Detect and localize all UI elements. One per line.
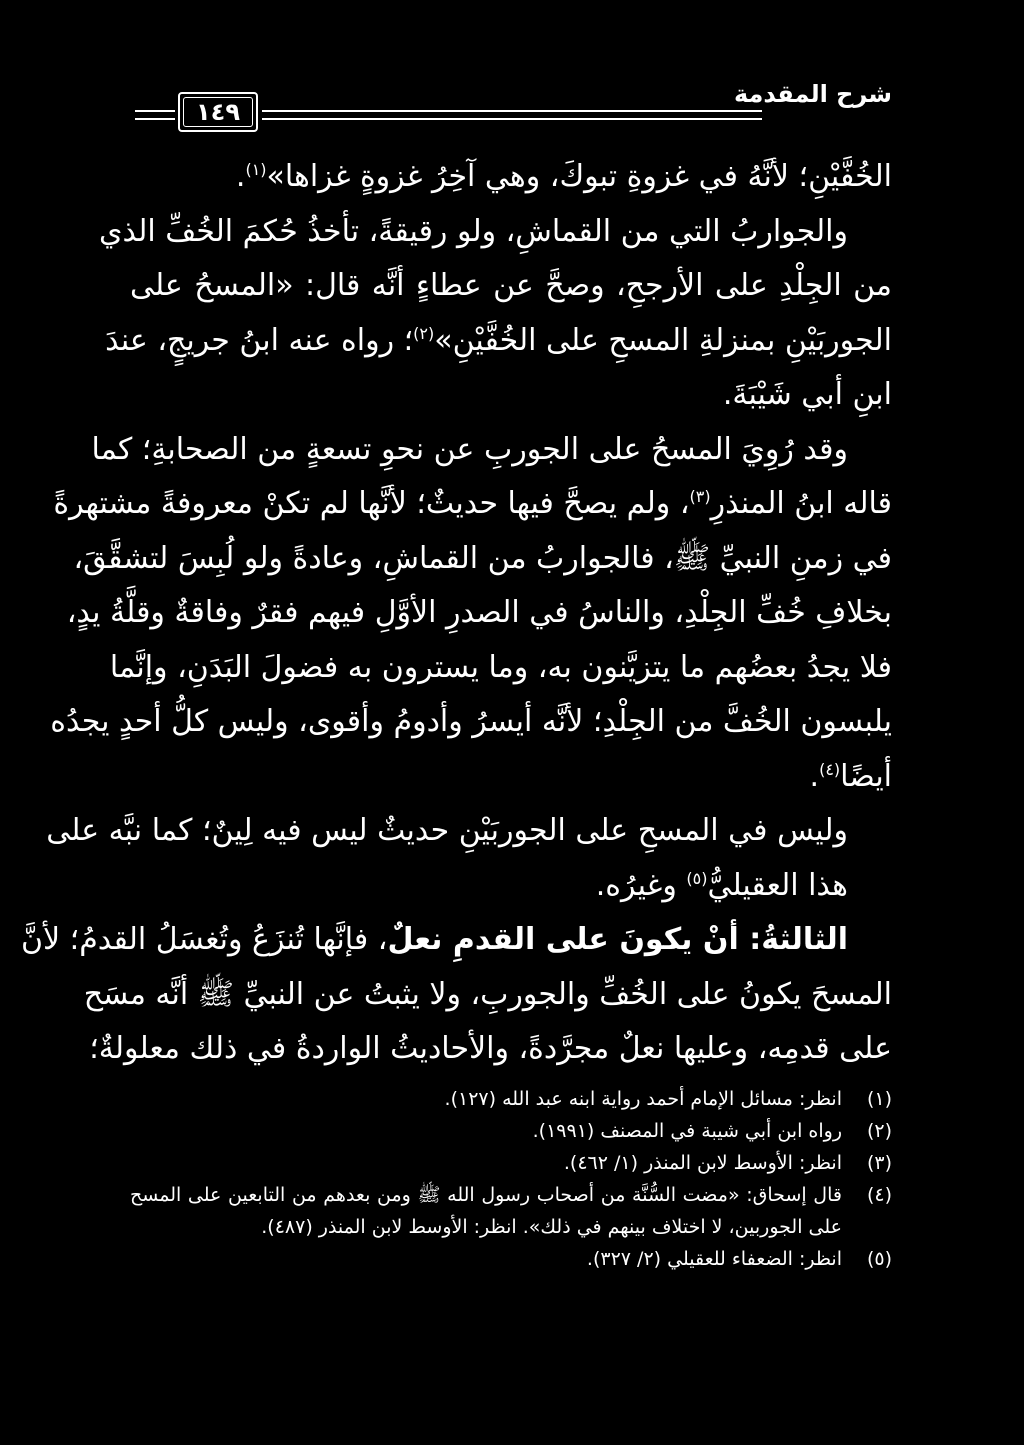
footnote-ref: (٤) [819,759,841,779]
text-line: على قدمِه، وعليها نعلٌ مجرَّدةً، والأحاديثُ الواردةُ في ذلك معلولةٌ؛ [89,1031,892,1066]
text-line-heading: الثالثةُ: أنْ يكونَ على القدمِ نعلٌ، فإنَّها تُنزَعُ وتُغسَلُ القدمُ؛ لأنَّ [21,922,848,957]
text-line: أيضًا$^{(٤)}$. [809,758,892,794]
main-text [21,150,892,1077]
footnote-number: (٥) [866,1248,892,1270]
footnote-ref: (٥) [686,868,708,888]
footnote [130,1115,892,1147]
footnote-number: (٤) [866,1184,892,1206]
text-line: الخُفَّيْنِ؛ لأنَّهُ في غزوةِ تبوكَ، وهي آخِرُ غزوةٍ غزاها»$^{(١)}$. [235,159,892,194]
footnote-ref: (٢) [413,323,435,343]
page-number-frame [178,92,258,132]
page-number: ١٤٩ [196,98,240,126]
footnote-number: (٣) [866,1152,892,1174]
text-line: والجواربُ التي من القماشِ، ولو رقيقةً، تأخذُ حُكمَ الخُفِّ الذي [98,213,848,249]
footnote-text: قال إسحاق: «مضت السُّنَّة من أصحاب رسول الله ﷺ ومن بعدهم من التابعين على المسح على الجوربين، لا اختلاف بينهم في ذلك». انظر: الأوسط لابن المنذر (٤٨٧). [130,1184,842,1238]
text-line: في زمنِ النبيِّ ﷺ، فالجواربُ من القماشِ، وعادةً ولو لُبِسَ لتشقَّقَ، [73,540,892,576]
footnote [130,1147,892,1179]
footnote-ref: (٣) [689,487,711,506]
footnote [130,1083,892,1115]
text-line: قاله ابنُ المنذرِ$^{(٣)}$، ولم يصحَّ فيها حديثٌ؛ لأنَّها لم تكنْ معروفةً مشتهرةً [53,486,892,521]
text-line: وقد رُوِيَ المسحُ على الجوربِ عن نحوِ تسعةٍ من الصحابةِ؛ كما [91,431,848,467]
footnote-ref: (١) [245,160,267,179]
section-lead: الثالثةُ: أنْ يكونَ على القدمِ نعلٌ [387,922,848,957]
footnotes [130,1083,892,1275]
footnote-text: انظر: الضعفاء للعقيلي (٢/ ٣٢٧). [586,1248,842,1270]
text-line: هذا العقيليُّ$^{(٥)}$ وغيرُه. [595,867,848,903]
text-line: فلا يجدُ بعضُهم ما يتزيَّنون به، وما يسترون به فضولَ البَدَنِ، وإنَّما [109,649,892,685]
text-line: يلبسون الخُفَّ من الجِلْدِ؛ لأنَّه أيسرُ وأدومُ وأقوى، وليس كلُّ أحدٍ يجدُه [50,704,892,739]
footnote [130,1179,892,1243]
header-rule-right [262,110,762,120]
text-line: بخلافِ خُفِّ الجِلْدِ، والناسُ في الصدرِ الأوَّلِ فيهم فقرٌ وفاقةٌ وقلَّةُ يدٍ، [66,595,892,630]
footnote [130,1243,892,1275]
header-rule-left [135,110,175,120]
footnote-number: (١) [866,1088,892,1110]
running-title: شرح المقدمة [733,80,892,108]
text-line: ابنِ أبي شَيْبَةَ. [722,377,892,412]
footnote-text: رواه ابن أبي شيبة في المصنف (١٩٩١). [532,1120,842,1142]
text-line: من الجِلْدِ على الأرجحِ، وصحَّ عن عطاءٍ أنَّه قال: «المسحُ على [130,268,892,303]
text-line: المسحَ يكونُ على الخُفِّ والجوربِ، ولا يثبتُ عن النبيِّ ﷺ أنَّه مسَح [83,976,892,1012]
text-line: الجوربَيْنِ بمنزلةِ المسحِ على الخُفَّيْنِ»$^{(٢)}$؛ رواه عنه ابنُ جريجٍ، عندَ [105,322,892,358]
footnote-text: انظر: الأوسط لابن المنذر (١/ ٤٦٢). [563,1152,842,1174]
page-header [130,78,892,128]
footnote-number: (٢) [866,1120,892,1142]
text-line: وليس في المسحِ على الجوربَيْنِ حديثٌ ليس فيه لِينٌ؛ كما نبَّه على [46,813,848,848]
footnote-text: انظر: مسائل الإمام أحمد رواية ابنه عبد الله (١٢٧). [444,1088,842,1110]
